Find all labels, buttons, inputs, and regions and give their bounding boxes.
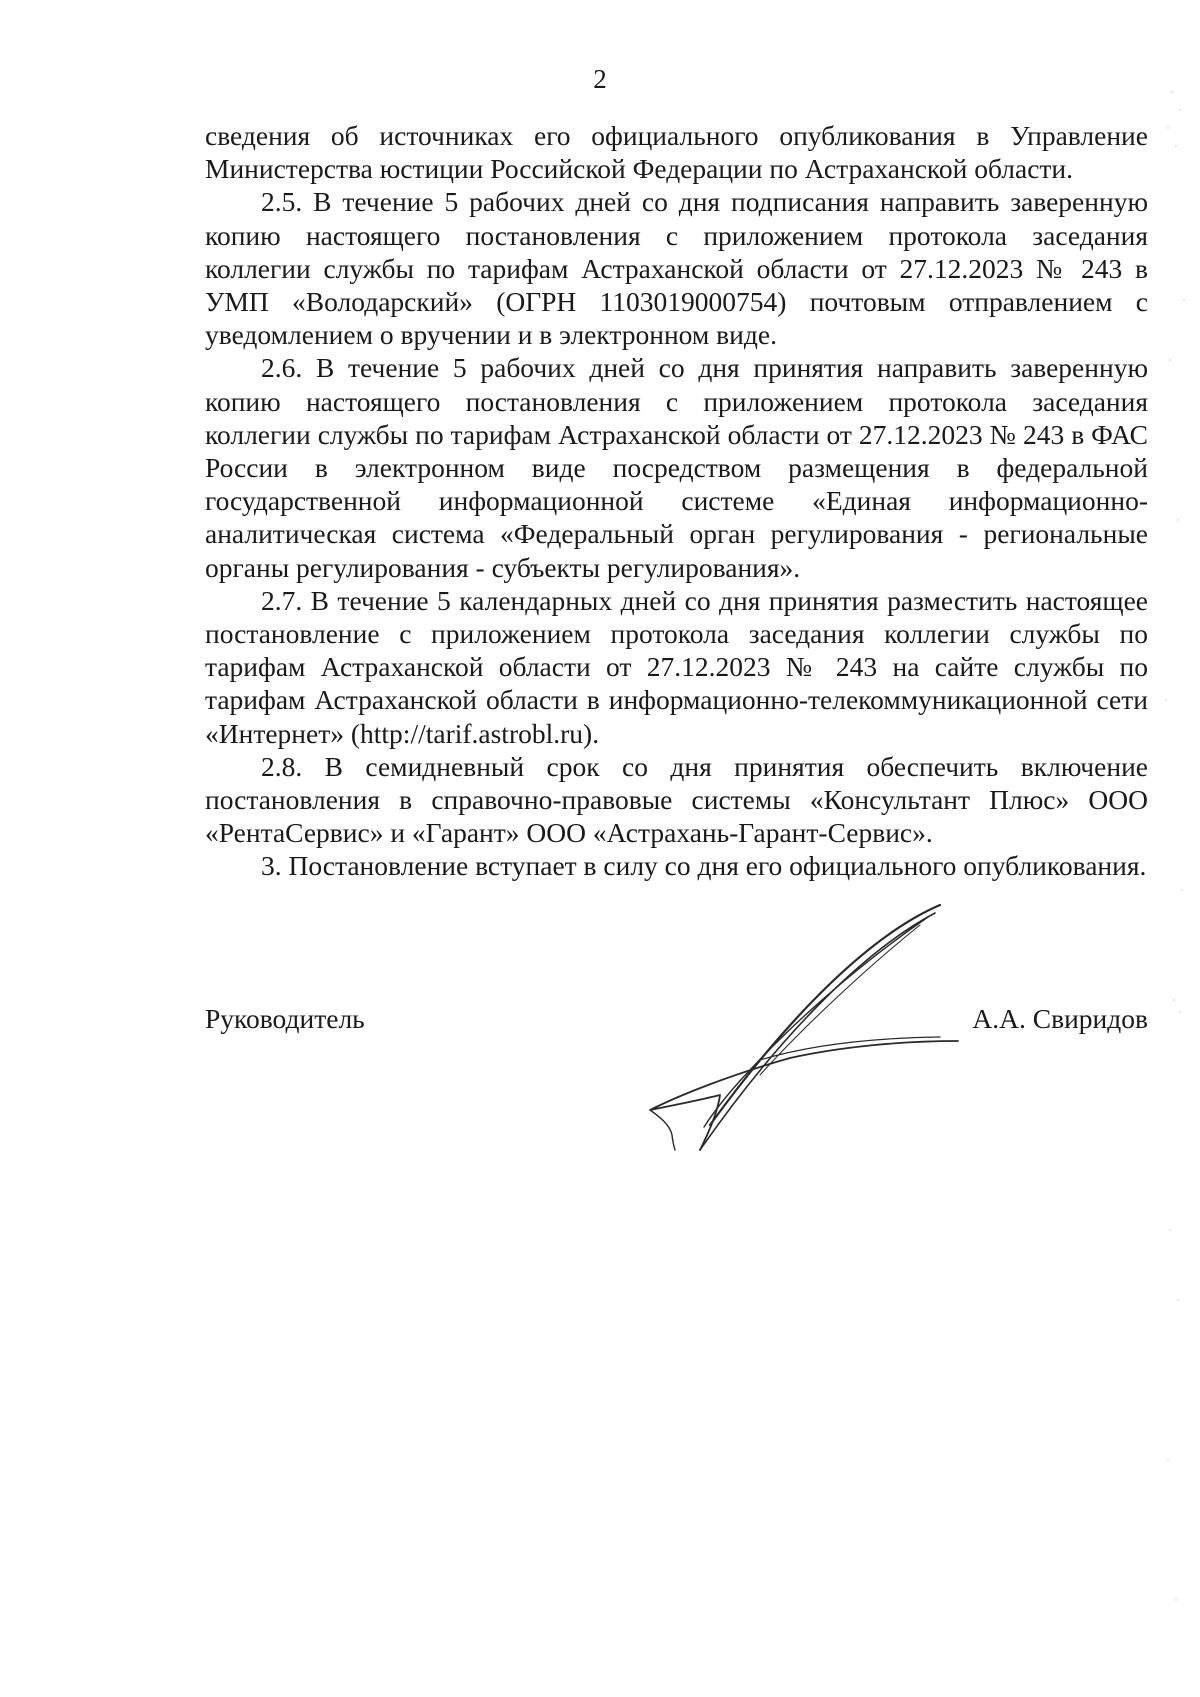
handwritten-signature [640,895,960,1165]
page-number: 2 [593,64,607,94]
paragraph-2-6: 2.6. В течение 5 рабочих дней со дня принятия направить заверенную копию настоящего постановления с приложением протокола заседания коллегии службы по тарифам Астраханской области от 27.12.2023 № 243 в ФАС России в электронном виде посредством размещения в федеральной государственной информационной системе «Единая информационно-аналитическая система «Федеральный орган регулирования - региональные органы регулирования - субъекты регулирования». [205,352,1148,583]
paragraph-3: 3. Постановление вступает в силу со дня его официального опубликования. [261,850,1147,882]
paragraph-2-7: 2.7. В течение 5 календарных дней со дня принятия разместить настоящее постановление с приложением протокола заседания коллегии службы по тарифам Астраханской области от 27.12.2023 № 243 на сайте службы по тарифам Астраханской области в информационно-телекоммуникационной сети «Интернет» (http://tarif.astrobl.ru). [205,584,1148,749]
paragraph-2-5: 2.5. В течение 5 рабочих дней со дня подписания направить заверенную копию настоящего постановления с приложением протокола заседания коллегии службы по тарифам Астраханской области от 27.12.2023 № 243 в УМП «Володарский» (ОГРН 1103019000754) почтовым отправлением с уведомлением о вручении и в электронном виде. [205,186,1148,351]
signatory-title: Руководитель [205,1003,365,1034]
document-body [205,119,1148,883]
paragraph-continuation: сведения об источниках его официального опубликования в Управление Министерства юстиции Российской Федерации по Астраханской области. [205,120,1148,185]
paragraph-2-8: 2.8. В семидневный срок со дня принятия обеспечить включение постановления в справочно-правовые системы «Консультант Плюс» ООО «РентаСервис» и «Гарант» ООО «Астрахань-Гарант-Сервис». [205,750,1148,849]
signatory-name: А.А. Свиридов [972,1003,1148,1034]
scan-noise-margin [1150,0,1200,1697]
